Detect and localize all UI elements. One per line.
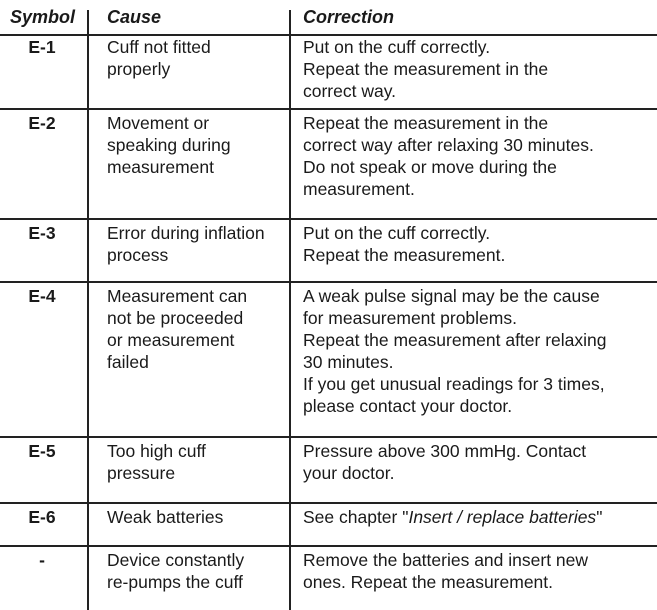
- header-symbol: Symbol: [10, 7, 76, 27]
- correction-line: Repeat the measurement.: [303, 245, 506, 265]
- error-cause: [107, 549, 287, 593]
- error-symbol: E-4: [28, 286, 56, 306]
- correction-line: Put on the cuff correctly.: [303, 37, 491, 57]
- error-cause: [107, 440, 287, 484]
- correction-line: correct way after relaxing 30 minutes.: [303, 135, 594, 155]
- error-correction: [303, 222, 657, 266]
- correction-line: please contact your doctor.: [303, 396, 513, 416]
- header-cause: Cause: [107, 7, 162, 27]
- table-row: [0, 504, 657, 547]
- cause-line: pressure: [107, 463, 176, 483]
- cause-line: Too high cuff: [107, 441, 206, 461]
- correction-line: Repeat the measurement in the: [303, 59, 549, 79]
- table-row: [0, 34, 657, 110]
- cause-line: not be proceeded: [107, 308, 244, 328]
- table-row: [0, 110, 657, 220]
- error-cause: [107, 285, 287, 373]
- error-symbol: E-2: [28, 113, 56, 133]
- error-symbol: -: [39, 550, 45, 570]
- correction-line: ones. Repeat the measurement.: [303, 572, 554, 592]
- correction-line: for measurement problems.: [303, 308, 517, 328]
- header-correction: Correction: [303, 7, 395, 27]
- table-header: [0, 0, 657, 36]
- table-row: [0, 220, 657, 283]
- cause-line: or measurement: [107, 330, 235, 350]
- error-symbol: E-6: [28, 507, 56, 527]
- correction-line: [303, 506, 657, 528]
- table-row: [0, 438, 657, 504]
- column-divider: [289, 10, 291, 610]
- error-cause: [107, 112, 287, 178]
- error-symbol: E-1: [28, 37, 56, 57]
- correction-line: 30 minutes.: [303, 352, 394, 372]
- correction-line: Remove the batteries and insert new: [303, 550, 589, 570]
- error-correction: [303, 112, 657, 200]
- error-correction: [303, 549, 657, 593]
- cause-line: Movement or: [107, 113, 210, 133]
- correction-line: Do not speak or move during the: [303, 157, 557, 177]
- chapter-reference: Insert / replace batteries: [408, 507, 597, 527]
- error-symbol: E-5: [28, 441, 56, 461]
- column-divider: [87, 10, 89, 610]
- correction-line: correct way.: [303, 81, 397, 101]
- correction-line: Put on the cuff correctly.: [303, 223, 491, 243]
- correction-line: If you get unusual readings for 3 times,: [303, 374, 605, 394]
- cause-line: speaking during: [107, 135, 231, 155]
- correction-line: your doctor.: [303, 463, 395, 483]
- error-correction: [303, 285, 657, 417]
- error-correction: [303, 36, 657, 102]
- correction-line: Repeat the measurement in the: [303, 113, 549, 133]
- cause-line: Weak batteries: [107, 507, 224, 527]
- cause-line: failed: [107, 352, 149, 372]
- table-row: [0, 547, 657, 608]
- correction-line: Repeat the measurement after relaxing: [303, 330, 607, 350]
- correction-text: See chapter ": [303, 507, 409, 527]
- correction-line: A weak pulse signal may be the cause: [303, 286, 600, 306]
- cause-line: Measurement can: [107, 286, 248, 306]
- cause-line: process: [107, 245, 169, 265]
- table-row: [0, 283, 657, 438]
- cause-line: re-pumps the cuff: [107, 572, 243, 592]
- error-cause: [107, 36, 287, 80]
- error-cause: [107, 506, 287, 528]
- cause-line: properly: [107, 59, 171, 79]
- cause-line: Error during inflation: [107, 223, 265, 243]
- error-correction: [303, 506, 657, 528]
- error-cause: [107, 222, 287, 266]
- cause-line: Device constantly: [107, 550, 245, 570]
- correction-line: measurement.: [303, 179, 415, 199]
- correction-line: Pressure above 300 mmHg. Contact: [303, 441, 587, 461]
- correction-text: ": [596, 507, 603, 527]
- cause-line: Cuff not fitted: [107, 37, 211, 57]
- error-symbol: E-3: [28, 223, 56, 243]
- error-correction: [303, 440, 657, 484]
- cause-line: measurement: [107, 157, 214, 177]
